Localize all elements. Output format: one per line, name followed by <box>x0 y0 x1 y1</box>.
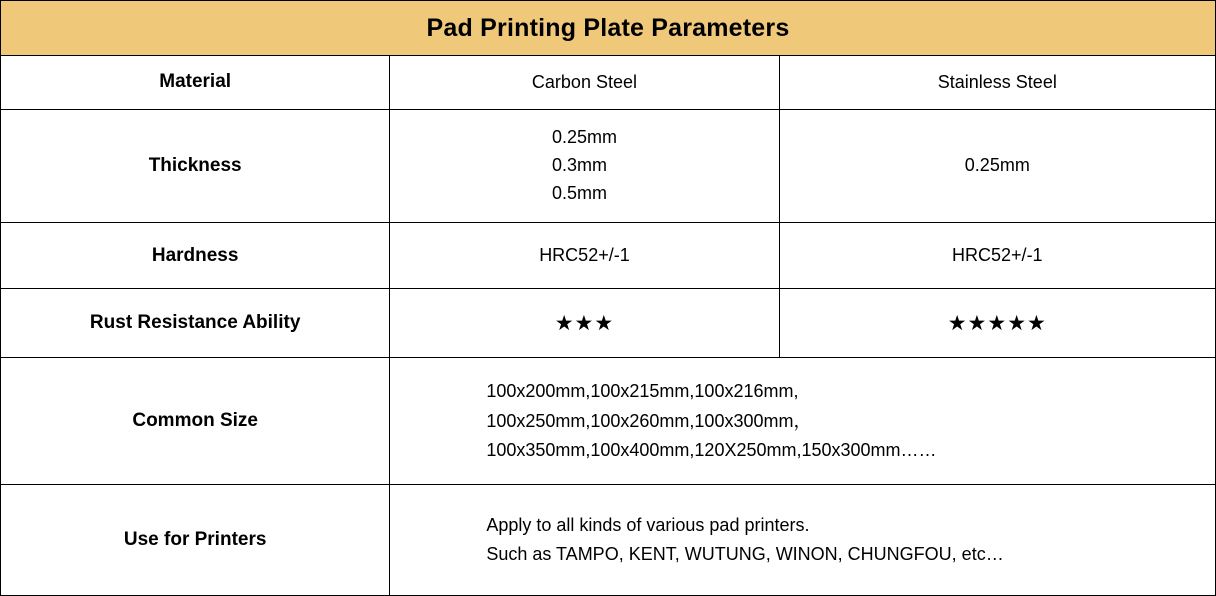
hardness-carbon-steel: HRC52+/-1 <box>390 223 779 289</box>
table-title: Pad Printing Plate Parameters <box>1 1 1216 56</box>
common-size-line-2: 100x250mm,100x260mm,100x300mm， <box>486 410 812 431</box>
table-row-thickness <box>1 109 1216 223</box>
thickness-stainless-steel: 0.25mm <box>779 109 1215 223</box>
header-col-carbon-steel: Carbon Steel <box>390 56 779 109</box>
header-label-material: Material <box>1 56 390 109</box>
use-for-printers-line-2: Such as TAMPO, KENT, WUTUNG, WINON, CHUNGFOU, etc… <box>486 544 1004 565</box>
header-col-stainless-steel: Stainless Steel <box>779 56 1215 109</box>
table-row-use-for-printers <box>1 485 1216 596</box>
table-row-header <box>1 56 1216 109</box>
table-row-rust-resistance <box>1 289 1216 357</box>
table-row-common-size <box>1 357 1216 485</box>
row-label-use-for-printers: Use for Printers <box>1 485 390 596</box>
row-label-common-size: Common Size <box>1 357 390 485</box>
use-for-printers-line-1: Apply to all kinds of various pad printers. <box>486 515 810 536</box>
table-row-hardness <box>1 223 1216 289</box>
rust-rating-stainless-steel: ★★★★★ <box>779 289 1215 357</box>
row-label-rust-resistance: Rust Resistance Ability <box>1 289 390 357</box>
rust-rating-carbon-steel: ★★★ <box>390 289 779 357</box>
thickness-carbon-line-1: 0.25mm <box>551 126 617 147</box>
use-for-printers-values <box>390 485 1216 596</box>
row-label-hardness: Hardness <box>1 223 390 289</box>
common-size-line-3: 100x350mm,100x400mm,120X250mm,150x300mm…… <box>486 439 937 460</box>
row-label-thickness: Thickness <box>1 109 390 223</box>
common-size-values <box>390 357 1216 485</box>
thickness-carbon-steel <box>390 109 779 223</box>
table-row-title <box>1 1 1216 56</box>
thickness-carbon-line-3: 0.5mm <box>551 182 607 203</box>
thickness-carbon-line-2: 0.3mm <box>551 154 607 175</box>
common-size-line-1: 100x200mm,100x215mm,100x216mm, <box>486 381 799 402</box>
hardness-stainless-steel: HRC52+/-1 <box>779 223 1215 289</box>
